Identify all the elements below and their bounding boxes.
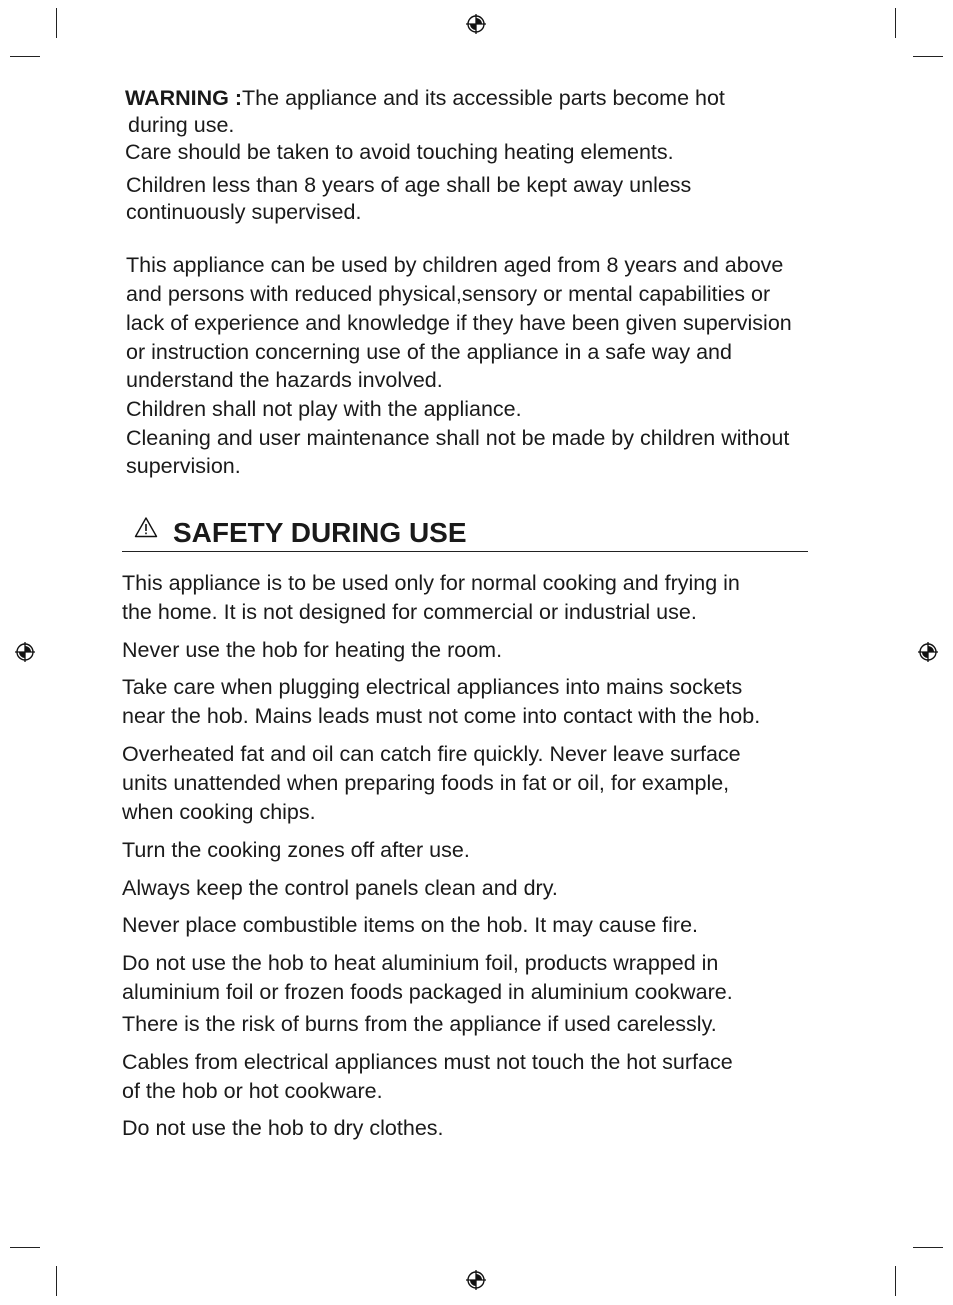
warning-line-1: [125, 84, 725, 113]
safety-line: Turn the cooking zones off after use.: [122, 838, 470, 862]
children-line: Children shall not play with the appliance.: [126, 397, 522, 421]
registration-target-icon: [918, 642, 938, 662]
safety-line: Never place combustible items on the hob. It may cause fire.: [122, 913, 698, 937]
crop-mark-icon: [913, 1247, 943, 1248]
safety-line: Overheated fat and oil can catch fire quickly. Never leave surface: [122, 742, 741, 766]
children-line: lack of experience and knowledge if they have been given supervision: [126, 311, 792, 335]
children-line: understand the hazards involved.: [126, 368, 443, 392]
registration-target-icon: [15, 642, 35, 662]
safety-line: of the hob or hot cookware.: [122, 1079, 383, 1103]
safety-line: Do not use the hob to dry clothes.: [122, 1116, 444, 1140]
safety-line: the home. It is not designed for commercial or industrial use.: [122, 600, 697, 624]
warning-line-3: Care should be taken to avoid touching heating elements.: [125, 140, 674, 164]
safety-line: aluminium foil or frozen foods packaged in aluminium cookware.: [122, 980, 733, 1004]
registration-target-icon: [466, 14, 486, 34]
crop-mark-icon: [10, 1247, 40, 1248]
children-line: supervision.: [126, 454, 241, 478]
safety-line: near the hob. Mains leads must not come into contact with the hob.: [122, 704, 761, 728]
children-line: and persons with reduced physical,sensory or mental capabilities or: [126, 282, 771, 306]
registration-target-icon: [466, 1270, 486, 1290]
crop-mark-icon: [895, 8, 896, 38]
safety-line: Always keep the control panels clean and dry.: [122, 876, 558, 900]
section-title: SAFETY DURING USE: [173, 517, 467, 548]
warning-line-2: during use.: [128, 113, 235, 137]
safety-line: Never use the hob for heating the room.: [122, 638, 503, 662]
warning-label: WARNING :: [125, 86, 243, 110]
warning-line-5: continuously supervised.: [126, 200, 362, 224]
safety-line: There is the risk of burns from the appliance if used carelessly.: [122, 1012, 717, 1036]
safety-line: This appliance is to be used only for normal cooking and frying in: [122, 571, 740, 595]
crop-mark-icon: [56, 8, 57, 38]
warning-line-4: Children less than 8 years of age shall be kept away unless: [126, 173, 692, 197]
children-line: This appliance can be used by children aged from 8 years and above: [126, 253, 784, 277]
crop-mark-icon: [895, 1266, 896, 1296]
crop-mark-icon: [913, 56, 943, 57]
section-heading: [122, 514, 808, 552]
safety-line: Take care when plugging electrical appliances into mains sockets: [122, 675, 743, 699]
safety-line: when cooking chips.: [122, 800, 316, 824]
warning-text: The appliance and its accessible parts become hot: [242, 86, 725, 110]
safety-line: Cables from electrical appliances must not touch the hot surface: [122, 1050, 733, 1074]
safety-line: Do not use the hob to heat aluminium foil, products wrapped in: [122, 951, 719, 975]
children-line: or instruction concerning use of the appliance in a safe way and: [126, 340, 732, 364]
crop-mark-icon: [56, 1266, 57, 1296]
children-line: Cleaning and user maintenance shall not be made by children without: [126, 426, 790, 450]
warning-triangle-icon: [134, 516, 158, 538]
crop-mark-icon: [10, 56, 40, 57]
safety-line: units unattended when preparing foods in fat or oil, for example,: [122, 771, 730, 795]
